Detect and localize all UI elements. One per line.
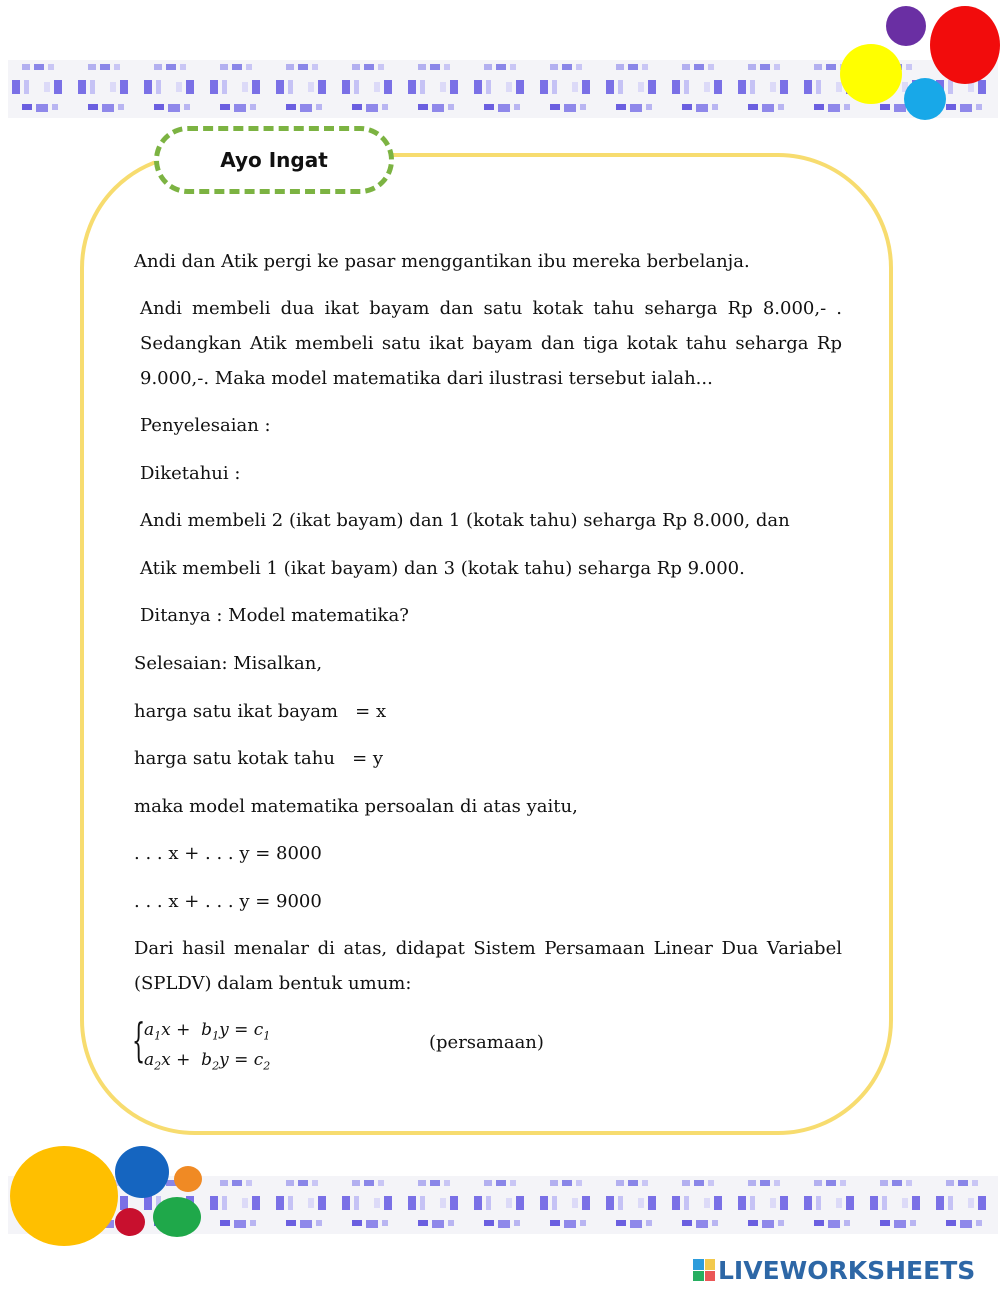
equation-1: . . . x + . . . y = 8000: [134, 843, 322, 864]
page-title: Ayo Ingat: [220, 148, 328, 172]
spldv-general-form: [132, 1013, 271, 1079]
orange-yellow-dot: [10, 1146, 118, 1246]
title-badge: [154, 126, 394, 194]
equation-2: . . . x + . . . y = 9000: [134, 891, 322, 912]
maka-text: maka model matematika persoalan di atas yaitu,: [134, 796, 578, 817]
penyelesaian-label: Penyelesaian :: [140, 415, 271, 436]
brand-text: LIVEWORKSHEETS: [718, 1255, 976, 1285]
yellow-dot: [840, 44, 902, 104]
dark-red-dot: [115, 1208, 145, 1236]
diketahui-label: Diketahui :: [140, 463, 241, 484]
persamaan-label: (persamaan): [429, 1032, 544, 1053]
variable-y: harga satu kotak tahu = y: [134, 748, 384, 769]
problem-text: Andi membeli dua ikat bayam dan satu kotak tahu seharga Rp 8.000,- . Sedangkan Atik membeli satu ikat bayam dan tiga kotak tahu seharga Rp 9.000,-. Maka model matematika dari ilustrasi tersebut ialah...: [140, 298, 842, 389]
blue-dot: [115, 1146, 169, 1198]
liveworksheets-brand[interactable]: [693, 1255, 975, 1285]
fact-atik: Atik membeli 1 (ikat bayam) dan 3 (kotak tahu) seharga Rp 9.000.: [140, 558, 745, 579]
purple-dot: [886, 6, 926, 46]
ditanya-label: Ditanya : Model matematika?: [140, 605, 409, 626]
green-dot: [153, 1197, 201, 1237]
intro-text: Andi dan Atik pergi ke pasar menggantikan ibu mereka berbelanja.: [134, 251, 750, 272]
general-equation-2: $a_2x + b_2y = c_2$: [144, 1050, 271, 1073]
fact-andi: Andi membeli 2 (ikat bayam) dan 1 (kotak tahu) seharga Rp 8.000, dan: [140, 510, 790, 531]
general-equation-1: $a_1x + b_1y = c_1$: [144, 1020, 271, 1043]
conclusion-text: Dari hasil menalar di atas, didapat Sistem Persamaan Linear Dua Variabel (SPLDV) dalam bentuk umum:: [134, 938, 842, 994]
variable-x: harga satu ikat bayam = x: [134, 701, 387, 722]
red-dot: [930, 6, 1000, 84]
liveworksheets-logo-icon: [693, 1259, 715, 1281]
cyan-dot: [904, 78, 946, 120]
orange-dot: [174, 1166, 202, 1192]
selesaian-label: Selesaian: Misalkan,: [134, 653, 323, 674]
brace-symbol: {: [132, 1013, 146, 1067]
